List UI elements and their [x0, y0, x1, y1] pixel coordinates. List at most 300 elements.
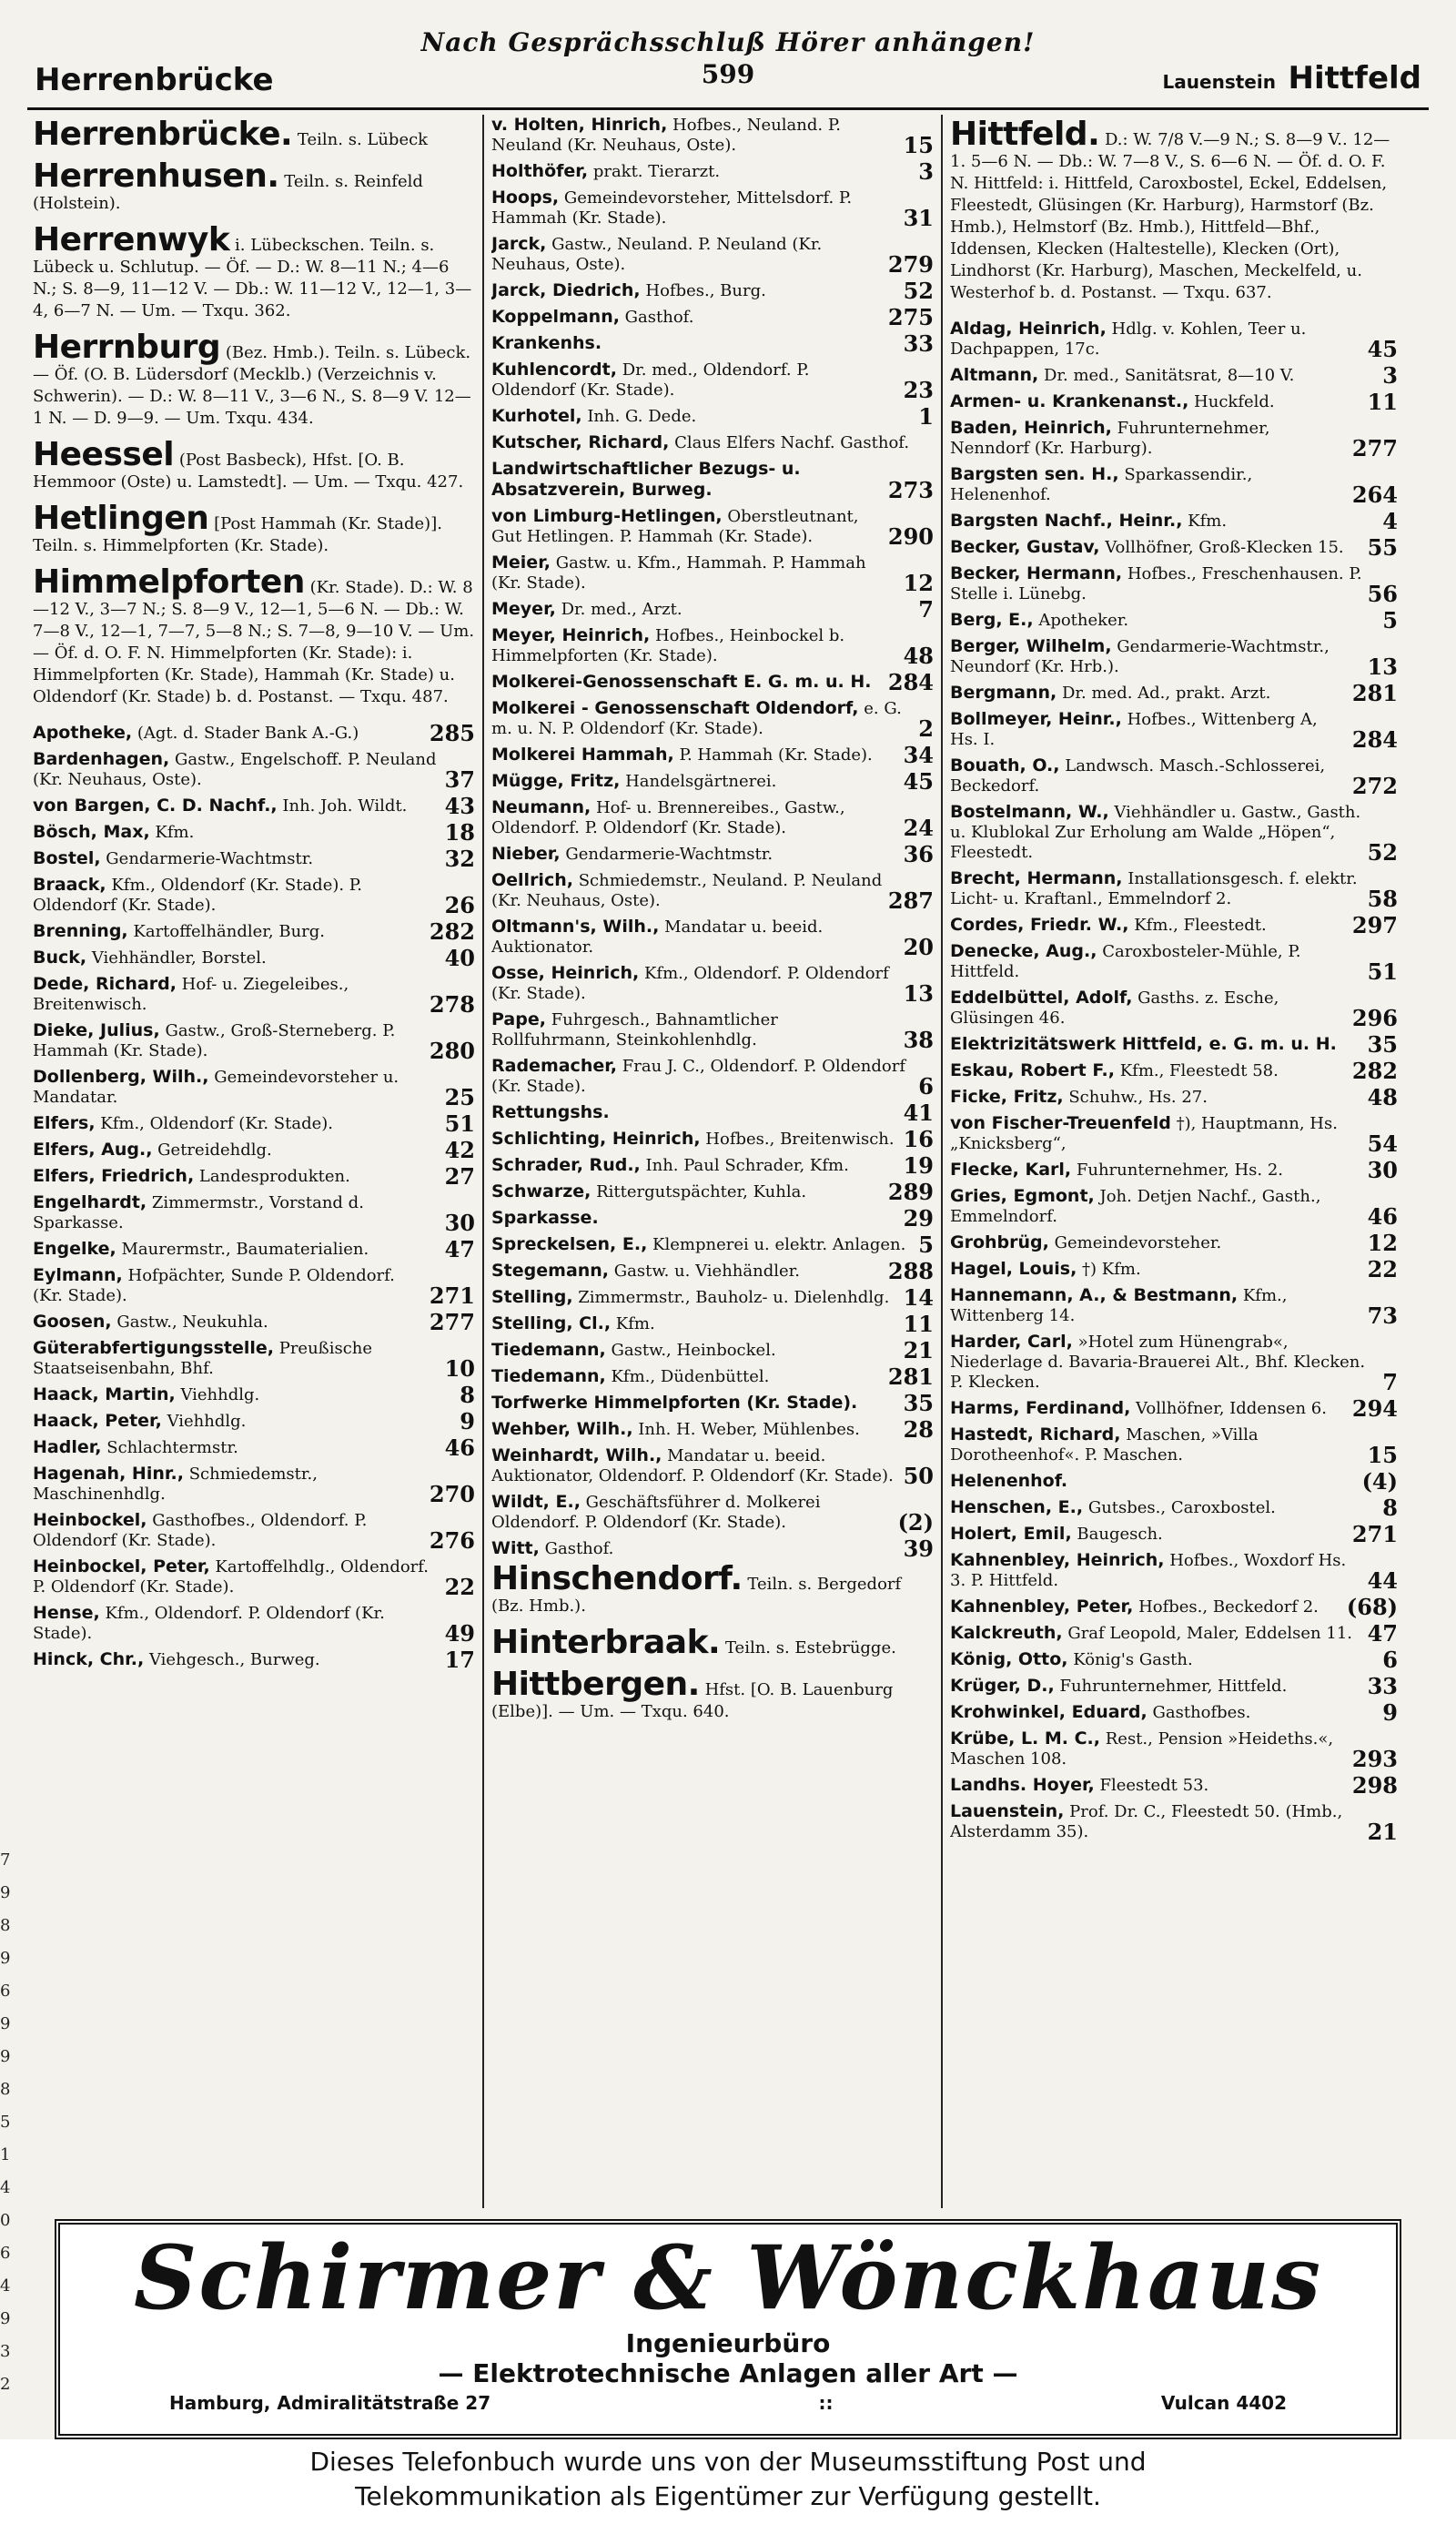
entry-text	[33, 948, 440, 968]
directory-entry	[33, 1647, 475, 1673]
directory-entry	[491, 768, 934, 795]
entry-details: Hofbes., Freschenhausen. P. Stelle i. Lünebg.	[950, 564, 1362, 603]
margin-number: 0	[0, 2211, 11, 2230]
entry-text	[33, 1113, 440, 1134]
entry-name: Armen- u. Krankenanst.,	[950, 391, 1189, 411]
entry-text	[950, 1186, 1362, 1227]
phone-number: 284	[1351, 726, 1398, 753]
phone-number: 30	[1367, 1157, 1398, 1183]
entry-text	[491, 672, 883, 693]
entry-text	[950, 1232, 1362, 1253]
phone-number: 281	[887, 1363, 934, 1390]
entry-details: Viehgesch., Burweg.	[148, 1650, 320, 1669]
entry-name: Harms, Ferdinand,	[950, 1398, 1131, 1418]
phone-number: 282	[429, 918, 475, 945]
phone-number: (4)	[1361, 1468, 1398, 1495]
entry-details: Kfm.	[615, 1314, 655, 1333]
directory-entry	[950, 755, 1398, 799]
entry-text	[950, 537, 1362, 558]
directory-entry	[950, 1332, 1398, 1393]
phone-number: 11	[1367, 389, 1398, 415]
entry-text	[950, 1649, 1377, 1670]
phone-number: 47	[444, 1236, 475, 1262]
entry-details: Kfm., Düdenbüttel.	[611, 1367, 770, 1386]
directory-entry	[950, 1113, 1398, 1157]
entry-text	[950, 563, 1362, 604]
entry-text	[950, 1597, 1341, 1617]
directory-entry	[33, 1434, 475, 1461]
entry-text	[33, 1603, 440, 1644]
entry-name: Dollenberg, Wilh.,	[33, 1067, 209, 1087]
entry-details: Frau J. C., Oldendorf. P. Oldendorf (Kr. Stade).	[491, 1057, 905, 1096]
entry-name: Molkerei Hammah,	[491, 745, 674, 765]
directory-entry	[491, 432, 934, 453]
directory-entry	[33, 1603, 475, 1647]
phone-number: 289	[887, 1179, 934, 1205]
phone-number: 285	[429, 720, 475, 746]
entry-text	[491, 1366, 883, 1387]
phone-number: 21	[1367, 1819, 1398, 1845]
entry-name: Bollmeyer, Heinr.,	[950, 709, 1122, 729]
directory-entry	[33, 1137, 475, 1163]
phone-number: 51	[1367, 958, 1398, 985]
entry-details: Schmiedemstr., Neuland. P. Neuland (Kr. Neuhaus, Oste).	[491, 871, 883, 910]
entry-name: Landhs. Hoyer,	[950, 1775, 1095, 1795]
entry-details: Gastw., Heinbockel.	[611, 1341, 776, 1360]
entry-name: Jarck, Diedrich,	[491, 280, 641, 300]
phone-number: 270	[429, 1481, 475, 1507]
entry-text	[33, 822, 440, 843]
header-right-small: Lauenstein	[1162, 71, 1276, 93]
phone-number: 12	[903, 570, 934, 596]
directory-entry	[950, 1647, 1398, 1673]
entry-name: Bargsten sen. H.,	[950, 464, 1119, 484]
entry-name: Holthöfer,	[491, 161, 589, 181]
margin-number: 4	[0, 2276, 11, 2296]
directory-entry	[950, 1728, 1398, 1772]
entry-name: Henschen, E.,	[950, 1497, 1084, 1517]
entry-details: (Agt. d. Stader Bank A.-G.)	[136, 724, 359, 743]
entry-details: Vollhöfner, Iddensen 6.	[1136, 1399, 1327, 1418]
directory-entry	[950, 319, 1398, 360]
ad-description: — Elektrotechnische Anlagen aller Art —	[438, 2358, 1018, 2388]
directory-entry	[33, 1309, 475, 1335]
entry-name: Schlichting, Heinrich,	[491, 1129, 701, 1149]
entry-details: Gendarmerie-Wachtmstr.	[565, 845, 774, 864]
phone-number: 284	[887, 669, 934, 695]
directory-entry	[491, 330, 934, 357]
entry-text	[491, 1287, 898, 1308]
directory-entry	[33, 1408, 475, 1434]
phone-number: 15	[1367, 1442, 1398, 1468]
entry-details: Kfm., Oldendorf. P. Oldendorf (Kr. Stade).	[491, 964, 889, 1003]
phone-number: 34	[903, 742, 934, 768]
place-heading	[950, 116, 1398, 304]
directory-entry	[491, 841, 934, 867]
entry-text	[33, 1411, 454, 1432]
directory-entry	[491, 1009, 934, 1053]
directory-entry	[950, 1424, 1398, 1468]
entry-text	[491, 506, 883, 547]
directory-entry	[950, 636, 1398, 680]
entry-name: Jarck,	[491, 234, 547, 254]
entry-details: Gastw. u. Kfm., Hammah. P. Hammah (Kr. Stade).	[491, 553, 866, 593]
phone-number: 3	[918, 158, 934, 185]
entry-details: Zimmermstr., Bauholz- u. Dielenhdlg.	[578, 1288, 890, 1307]
entry-name: Spreckelsen, E.,	[491, 1234, 648, 1254]
entry-text	[950, 1623, 1362, 1644]
directory-entry	[950, 1285, 1398, 1329]
entry-text	[491, 234, 883, 275]
directory-entry	[491, 1416, 934, 1443]
header-rule	[27, 107, 1429, 110]
directory-entry	[491, 506, 934, 550]
entry-name: Krankenhs.	[491, 333, 602, 353]
directory-entry	[33, 1163, 475, 1190]
directory-entry	[491, 797, 934, 841]
entry-name: König, Otto,	[950, 1649, 1068, 1669]
place-heading	[491, 1560, 934, 1617]
entry-text	[950, 941, 1362, 982]
entry-text	[33, 1464, 424, 1505]
phone-number: 2	[918, 715, 934, 742]
entry-name: Meyer, Heinrich,	[491, 625, 651, 645]
entry-details: Gemeindevorsteher u. Mandatar.	[33, 1068, 399, 1107]
phone-number: 26	[444, 892, 475, 918]
entry-text	[491, 1419, 898, 1440]
phone-number: 25	[444, 1084, 475, 1110]
entry-name: Molkerei-Genossenschaft E. G. m. u. H.	[491, 672, 872, 692]
entry-details: Mandatar u. beeid. Auktionator, Oldendorf. P. Oldendorf (Kr. Stade).	[491, 1446, 894, 1485]
entry-text	[33, 1067, 440, 1108]
directory-entry	[491, 870, 934, 914]
entry-text	[950, 1550, 1362, 1591]
place-name: Hetlingen	[33, 500, 209, 537]
directory-entry	[950, 1230, 1398, 1256]
directory-entry	[950, 1084, 1398, 1110]
place-name: Himmelpforten	[33, 563, 305, 601]
entry-details: Gasthof.	[624, 308, 694, 327]
phone-number: 46	[1367, 1203, 1398, 1230]
entry-details: Hof- u. Ziegeleibes., Breitenwisch.	[33, 975, 349, 1014]
phone-number: 42	[444, 1137, 475, 1163]
entry-name: Rademacher,	[491, 1056, 618, 1076]
entry-text	[491, 188, 898, 228]
entry-details: Dr. med., Sanitätsrat, 8—10 V.	[1043, 366, 1295, 385]
entry-text	[950, 1259, 1362, 1280]
entry-text	[950, 365, 1377, 386]
entry-details: Kartoffelhdlg., Oldendorf. P. Oldendorf (Kr. Stade).	[33, 1557, 430, 1597]
phone-number: 24	[903, 815, 934, 841]
entry-name: Meier,	[491, 552, 551, 573]
footer-line-1: Dieses Telefonbuch wurde uns von der Museumsstiftung Post und	[309, 2447, 1147, 2477]
place-details: (Kr. Stade). D.: W. 8—12 V., 3—7 N.; S. 8—9 V., 12—1, 5—6 N. — Db.: W. 7—8 V., 12—1, 7—7, 5—8 N.; S. 7—8, 9—10 V. — Um. — Öf. d. O. F. N. Himmelpforten (Kr. Stade): i. Himmelpforten (Kr. Stade), Hammah (Kr. Stade) u. Oldendorf (Kr. Stade) b. d. Postanst. — Txqu. 487.	[33, 578, 475, 706]
phone-number: 294	[1351, 1395, 1398, 1422]
phone-number: 297	[1351, 912, 1398, 938]
entry-details: Hofbes., Heinbockel b. Himmelpforten (Kr. Stade).	[491, 626, 845, 665]
entry-text	[950, 988, 1347, 1029]
directory-entry	[491, 1337, 934, 1363]
phone-number: 27	[444, 1163, 475, 1190]
directory-entry	[950, 680, 1398, 706]
phone-number: 272	[1351, 773, 1398, 799]
entry-text	[491, 1492, 893, 1533]
entry-text	[33, 1166, 440, 1187]
entry-text	[491, 797, 898, 838]
entry-name: Bostelmann, W.,	[950, 802, 1109, 822]
directory-entry	[491, 1284, 934, 1311]
phone-number: 55	[1367, 534, 1398, 561]
entry-text	[491, 406, 913, 427]
entry-name: Tiedemann,	[491, 1340, 606, 1360]
entry-name: Oellrich,	[491, 870, 573, 890]
entry-name: Eddelbüttel, Adolf,	[950, 988, 1133, 1008]
entry-text	[491, 1056, 913, 1097]
margin-number: 5	[0, 2113, 11, 2132]
column-2	[491, 115, 934, 2208]
directory-entry	[950, 1157, 1398, 1183]
ad-separator: ::	[818, 2392, 834, 2414]
entry-text	[950, 1524, 1347, 1545]
phone-number: 275	[887, 304, 934, 330]
entry-text	[491, 1234, 913, 1255]
entry-name: Schrader, Rud.,	[491, 1155, 641, 1175]
phone-number: 14	[903, 1284, 934, 1311]
entry-details: Viehhändler, Borstel.	[91, 948, 267, 968]
entry-text	[491, 599, 913, 620]
entry-name: Haack, Peter,	[33, 1411, 162, 1431]
entry-name: Heinbockel,	[33, 1510, 147, 1530]
directory-entry	[950, 1186, 1398, 1230]
phone-number: 8	[460, 1382, 475, 1408]
phone-number: 19	[903, 1152, 934, 1179]
header-right-keyword	[1163, 60, 1421, 96]
entry-name: Hagel, Louis,	[950, 1259, 1077, 1279]
directory-entry	[491, 115, 934, 156]
directory-entry	[491, 742, 934, 768]
directory-entry	[33, 819, 475, 846]
phone-number: 37	[444, 766, 475, 793]
directory-entry	[491, 698, 934, 742]
entry-details: Fuhrgesch., Bahnamtlicher Rollfuhrmann, Steinkohlenhdlg.	[491, 1010, 778, 1049]
entry-text	[33, 1192, 440, 1233]
entry-name: Mügge, Fritz,	[491, 771, 621, 791]
entry-text	[950, 464, 1347, 505]
phone-number: 8	[1382, 1495, 1398, 1521]
column-1	[33, 115, 475, 2208]
entry-details: Kfm.	[155, 823, 195, 842]
entry-details: Gastw., Neuland. P. Neuland (Kr. Neuhaus, Oste).	[491, 235, 823, 274]
directory-entry	[950, 1521, 1398, 1547]
entry-name: Grohbrüg,	[950, 1232, 1049, 1252]
entry-details: Landwsch. Masch.-Schlosserei, Beckedorf.	[950, 756, 1326, 796]
entry-name: Neumann,	[491, 797, 592, 817]
place-name: Herrnburg	[33, 329, 221, 366]
entry-name: von Bargen, C. D. Nachf.,	[33, 796, 278, 816]
entry-text	[950, 709, 1347, 750]
margin-number: 8	[0, 1916, 11, 1935]
header-right-big: Hittfeld	[1288, 60, 1421, 96]
phone-number: 4	[1382, 508, 1398, 534]
entry-name: Heinbockel, Peter,	[33, 1556, 210, 1576]
directory-entry	[491, 1445, 934, 1489]
entry-name: Landwirtschaftlicher Bezugs- u. Absatzverein, Burweg.	[491, 459, 801, 500]
entry-details: Inh. H. Weber, Mühlenbes.	[638, 1420, 860, 1439]
entry-text	[491, 1155, 898, 1176]
directory-entry	[33, 1556, 475, 1600]
entry-text	[950, 1471, 1357, 1492]
directory-entry	[491, 278, 934, 304]
phone-number: 49	[444, 1620, 475, 1647]
entry-details: Maurermstr., Baumaterialien.	[121, 1240, 369, 1259]
entry-details: Viehhdlg.	[167, 1412, 247, 1431]
phone-number: 271	[1351, 1521, 1398, 1547]
directory-entry	[491, 234, 934, 278]
entry-text	[33, 1312, 424, 1333]
entry-text	[950, 1801, 1362, 1842]
phone-number: 56	[1367, 581, 1398, 607]
margin-number: 9	[0, 2014, 11, 2033]
directory-entry	[950, 1673, 1398, 1699]
entry-details: Gastw., Engelschoff. P. Neuland (Kr. Neuhaus, Oste).	[33, 750, 437, 789]
entry-text	[950, 1034, 1362, 1055]
entry-name: von Limburg-Hetlingen,	[491, 506, 723, 526]
entry-details: P. Hammah (Kr. Stade).	[679, 745, 873, 765]
phone-number: 36	[903, 841, 934, 867]
phone-number: 293	[1351, 1746, 1398, 1772]
entry-details: Kfm., Wittenberg 14.	[950, 1286, 1288, 1325]
directory-entry	[491, 459, 934, 501]
entry-name: Witt,	[491, 1538, 540, 1558]
phone-number: 39	[903, 1536, 934, 1562]
directory-entry	[491, 1536, 934, 1562]
column-3	[950, 115, 1398, 2208]
entry-details: Gastw., Groß-Sterneberg. P. Hammah (Kr. Stade).	[33, 1021, 396, 1060]
entry-details: e. G. m. u. N. P. Oldendorf (Kr. Stade).	[491, 699, 902, 738]
phone-number: 31	[903, 205, 934, 231]
phone-number: 32	[444, 846, 475, 872]
phone-number: 15	[903, 132, 934, 158]
place-heading	[33, 563, 475, 708]
entry-details: Hofpächter, Sunde P. Oldendorf. (Kr. Stade).	[33, 1266, 395, 1305]
phone-number: 13	[903, 980, 934, 1007]
phone-number: 278	[429, 991, 475, 1018]
entry-text	[33, 796, 440, 816]
phone-number: 43	[444, 793, 475, 819]
entry-name: Lauenstein,	[950, 1801, 1065, 1821]
entry-details: Vollhöfner, Groß-Klecken 15.	[1105, 538, 1344, 557]
entry-details: Hofbes., Beckedorf 2.	[1138, 1597, 1319, 1617]
directory-entry	[33, 1265, 475, 1309]
phone-number: 38	[903, 1027, 934, 1053]
entry-name: Wildt, E.,	[491, 1492, 581, 1512]
entry-name: Hoops,	[491, 188, 560, 208]
directory-entry	[33, 1338, 475, 1382]
directory-entry	[950, 1699, 1398, 1726]
margin-number: 4	[0, 2178, 11, 2197]
phone-number: 16	[903, 1126, 934, 1152]
entry-details: Kfm., Fleestedt 58.	[1119, 1061, 1279, 1080]
entry-name: Dieke, Julius,	[33, 1020, 160, 1040]
margin-number: 8	[0, 2080, 11, 2099]
phone-number: 6	[918, 1073, 934, 1100]
entry-text	[950, 1424, 1362, 1465]
entry-name: Pape,	[491, 1009, 546, 1029]
entry-text	[950, 1775, 1347, 1796]
entry-text	[491, 1340, 898, 1361]
entry-text	[950, 1113, 1362, 1154]
entry-details: Schuhw., Hs. 27.	[1068, 1088, 1208, 1107]
place-details: Teiln. s. Reinfeld (Holstein).	[33, 172, 423, 213]
directory-entry	[33, 846, 475, 872]
entry-text	[491, 870, 883, 911]
directory-entry	[491, 1232, 934, 1258]
phone-number: 12	[1367, 1230, 1398, 1256]
entry-details: Gendarmerie-Wachtmstr.	[106, 849, 314, 868]
directory-entry	[491, 1205, 934, 1232]
margin-number: 9	[0, 1949, 11, 1968]
entry-text	[950, 683, 1347, 704]
entry-details: Schlachtermstr.	[106, 1438, 238, 1457]
phone-number: 29	[903, 1205, 934, 1232]
header-left-keyword: Herrenbrücke	[35, 62, 274, 98]
phone-number: 264	[1351, 481, 1398, 508]
entry-text	[33, 749, 440, 790]
ad-subtitle: Ingenieurbüro	[625, 2328, 831, 2358]
directory-entry	[491, 963, 934, 1007]
directory-entry	[491, 1056, 934, 1100]
place-name: Hittfeld.	[950, 116, 1100, 153]
directory-entry	[950, 1801, 1398, 1845]
directory-entry	[491, 403, 934, 430]
margin-number: 9	[0, 2309, 11, 2328]
phone-number: 45	[903, 768, 934, 795]
entry-details: Gasths. z. Esche, Glüsingen 46.	[950, 988, 1279, 1028]
entry-name: Stelling, Cl.,	[491, 1313, 612, 1333]
phone-number: 7	[918, 596, 934, 623]
directory-entry	[33, 875, 475, 916]
place-name: Herrenwyk	[33, 221, 230, 258]
entry-name: Nieber,	[491, 844, 561, 864]
phone-number: 276	[429, 1527, 475, 1554]
entry-name: Helenenhof.	[950, 1471, 1068, 1491]
phone-number: 21	[903, 1337, 934, 1363]
entry-text	[491, 333, 898, 354]
entry-name: Bouath, O.,	[950, 755, 1060, 775]
directory-entry	[950, 1772, 1398, 1799]
entry-name: Hense,	[33, 1603, 100, 1623]
entry-text	[33, 723, 424, 744]
directory-entry	[491, 917, 934, 958]
entry-name: Elfers, Friedrich,	[33, 1166, 195, 1186]
entry-name: von Fischer-Treuenfeld	[950, 1113, 1171, 1133]
entry-text	[33, 1556, 440, 1597]
place-heading	[33, 329, 475, 430]
phone-number: (68)	[1346, 1594, 1398, 1620]
entry-name: Koppelmann,	[491, 307, 620, 327]
entry-text	[950, 319, 1362, 360]
entry-name: Bösch, Max,	[33, 822, 150, 842]
entry-text	[491, 1445, 898, 1486]
directory-entry	[33, 793, 475, 819]
entry-details: Dr. med. Ad., prakt. Arzt.	[1061, 684, 1271, 703]
entry-details: Kfm., Oldendorf (Kr. Stade). P. Oldendorf (Kr. Stade).	[33, 876, 362, 915]
entry-name: Schwarze,	[491, 1181, 592, 1201]
entry-details: Klempnerei u. elektr. Anlagen.	[652, 1235, 906, 1254]
place-heading	[33, 157, 475, 215]
phone-number: 40	[444, 945, 475, 971]
entry-text	[491, 917, 898, 958]
